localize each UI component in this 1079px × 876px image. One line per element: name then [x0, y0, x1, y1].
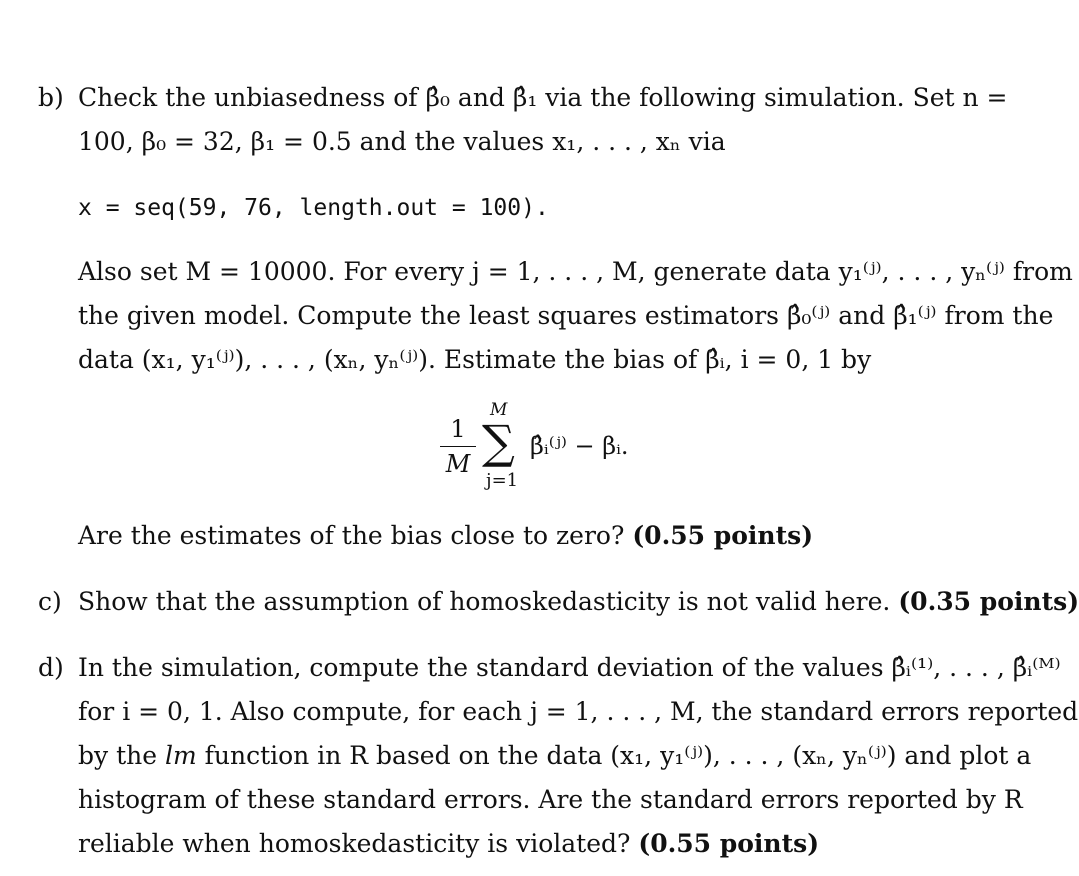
sum-body: β̂ᵢ⁽ʲ⁾ − βᵢ. [530, 432, 629, 460]
part-d-points: (0.55 points) [638, 829, 820, 858]
part-c-line [78, 586, 1079, 618]
part-b-code: x = seq(59, 76, length.out = 100). [78, 195, 549, 221]
lm-function-name: lm [164, 741, 197, 770]
part-d-line-3-start: by the [78, 741, 165, 770]
part-b-line-1: Check the unbiasedness of β̂₀ and β̂₁ via the following simulation. Set n = [78, 83, 1008, 112]
part-d-line-5 [78, 828, 819, 860]
fraction [440, 414, 476, 479]
part-d-line-5-text: reliable when homoskedasticity is violated? [78, 829, 631, 858]
fraction-denominator: M [445, 450, 471, 478]
bias-formula [440, 400, 680, 500]
part-b-question [78, 520, 813, 552]
part-c-points: (0.35 points) [898, 587, 1079, 616]
sum-upper-limit: M [490, 400, 508, 420]
part-d-line-4: histogram of these standard errors. Are the standard errors reported by R [78, 785, 1023, 814]
fraction-bar [440, 446, 476, 447]
part-d-line-2: for i = 0, 1. Also compute, for each j = 1, . . . , M, the standard errors reported [78, 697, 1079, 726]
fraction-numerator: 1 [450, 415, 466, 443]
part-c-label: c) [38, 587, 62, 616]
part-d-line-1: In the simulation, compute the standard deviation of the values β̂ᵢ⁽¹⁾, . . . , β̂ᵢ⁽ᴹ⁾ [78, 653, 1061, 682]
part-b-line-4: the given model. Compute the least squares estimators β̂₀⁽ʲ⁾ and β̂₁⁽ʲ⁾ from the [78, 301, 1054, 330]
part-b-label: b) [38, 83, 64, 112]
part-d-line-3 [78, 740, 1031, 772]
part-b-line-5: data (x₁, y₁⁽ʲ⁾), . . . , (xₙ, yₙ⁽ʲ⁾). Estimate the bias of β̂ᵢ, i = 0, 1 by [78, 345, 872, 374]
part-b-line-3: Also set M = 10000. For every j = 1, . . . , M, generate data y₁⁽ʲ⁾, . . . , yₙ⁽ʲ⁾ from [78, 257, 1073, 286]
sum-lower-limit: j=1 [486, 470, 519, 491]
part-d-line-3-end: function in R based on the data (x₁, y₁⁽ʲ⁾), . . . , (xₙ, yₙ⁽ʲ⁾) and plot a [196, 741, 1032, 770]
part-b-line-2: 100, β₀ = 32, β₁ = 0.5 and the values x₁, . . . , xₙ via [78, 127, 726, 156]
part-c-text: Show that the assumption of homoskedasticity is not valid here. [78, 587, 891, 616]
part-b-question-text: Are the estimates of the bias close to zero? [78, 521, 625, 550]
part-b-points: (0.55 points) [632, 521, 814, 550]
sigma-symbol: ∑ [482, 415, 515, 469]
part-d-label: d) [38, 653, 64, 682]
